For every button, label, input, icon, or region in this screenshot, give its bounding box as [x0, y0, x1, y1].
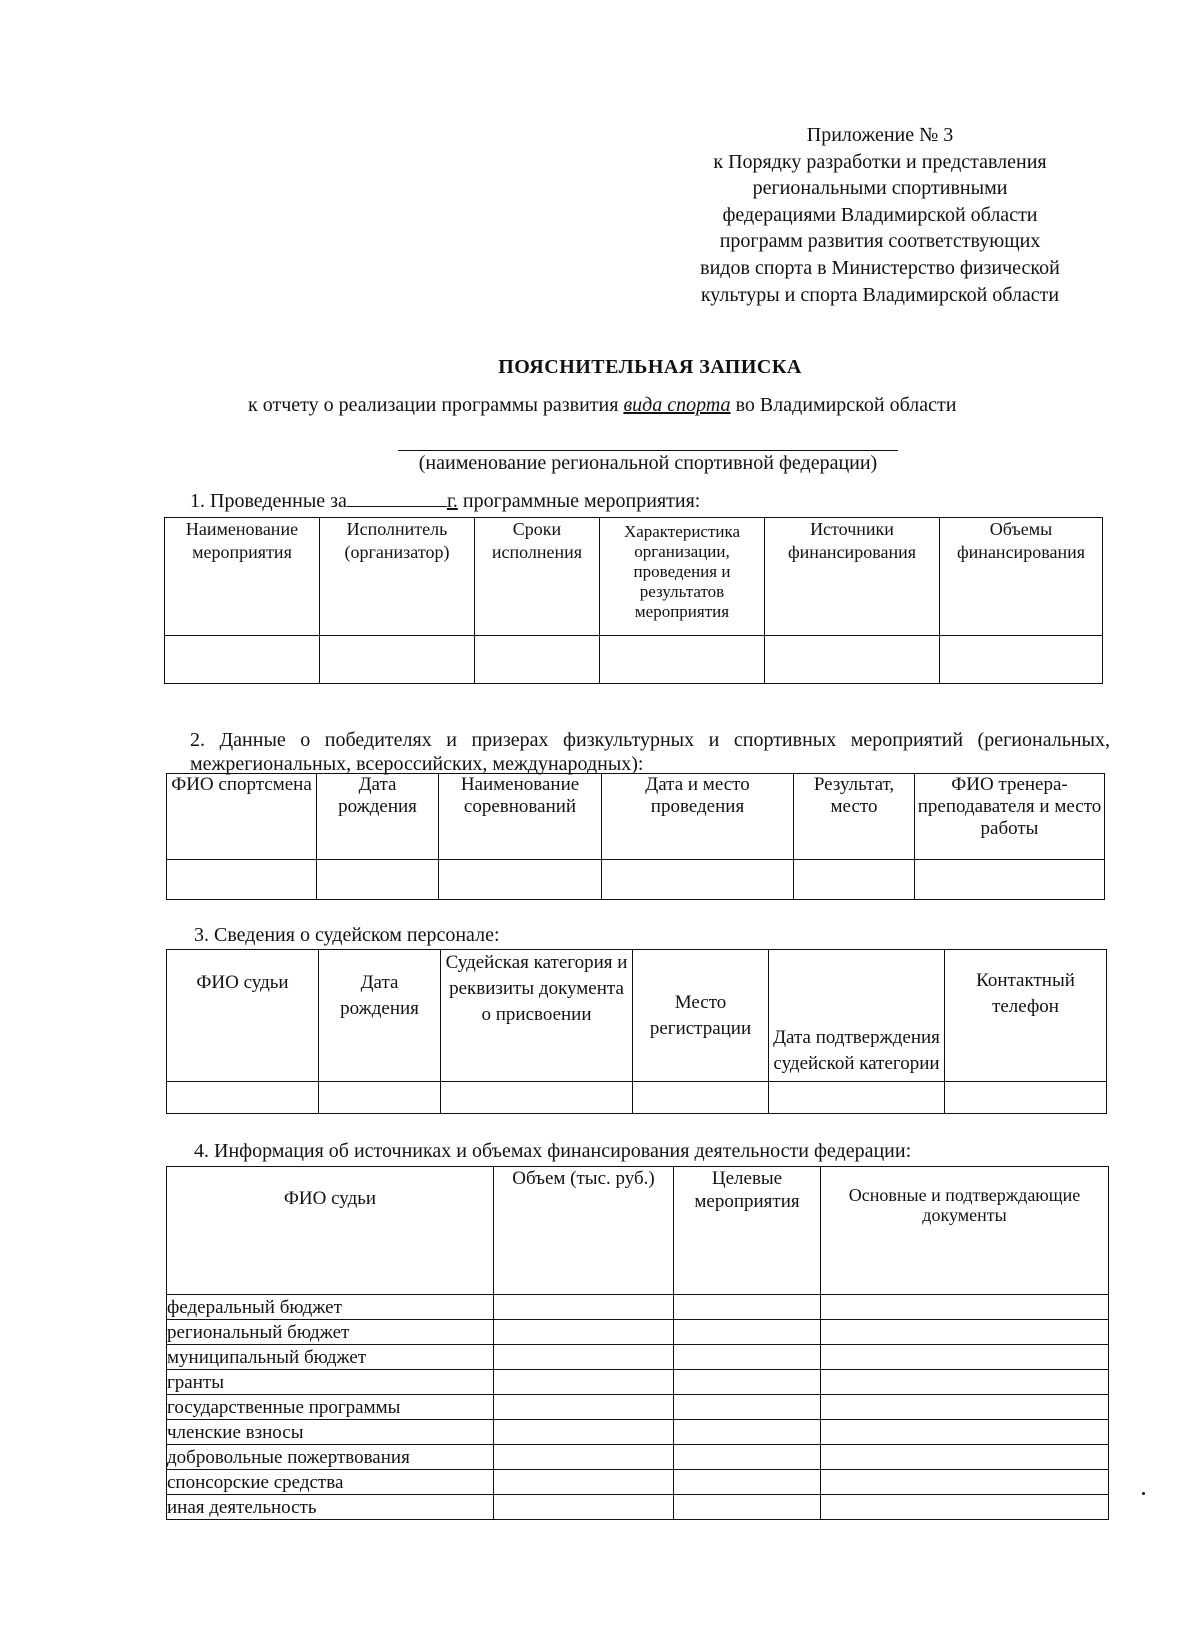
table-cell[interactable] [494, 1445, 674, 1470]
section-1-year-suffix: г. [446, 490, 458, 512]
table-row [167, 1320, 1109, 1345]
winners-header-date-place: Дата и место проведения [602, 774, 794, 860]
financing-source-label: государственные программы [167, 1395, 494, 1420]
table-cell[interactable] [602, 860, 794, 900]
table-cell[interactable] [945, 1082, 1107, 1114]
table-cell[interactable] [821, 1445, 1109, 1470]
appendix-line: видов спорта в Министерство физической [700, 256, 1060, 279]
table-cell[interactable] [633, 1082, 769, 1114]
appendix-header [660, 122, 1100, 308]
events-table [164, 517, 1103, 684]
table-cell[interactable] [319, 1082, 441, 1114]
table-cell[interactable] [439, 860, 602, 900]
table-cell[interactable] [674, 1395, 821, 1420]
winners-table [166, 773, 1105, 900]
table-cell[interactable] [494, 1320, 674, 1345]
financing-source-label: муниципальный бюджет [167, 1345, 494, 1370]
winners-header-competition: Наименование соревнований [439, 774, 602, 860]
table-cell[interactable] [674, 1420, 821, 1445]
document-title: ПОЯСНИТЕЛЬНАЯ ЗАПИСКА [498, 356, 802, 378]
table-cell[interactable] [320, 636, 475, 684]
financing-source-label: региональный бюджет [167, 1320, 494, 1345]
financing-source-label: добровольные пожертвования [167, 1445, 494, 1470]
section-1-heading [190, 490, 700, 513]
table-cell[interactable] [821, 1370, 1109, 1395]
winners-header-coach: ФИО тренера-преподавателя и место работы [915, 774, 1105, 860]
judges-table [166, 949, 1107, 1114]
table-row [167, 1370, 1109, 1395]
judges-header-category: Судейская категория и реквизиты документа о присвоении [441, 950, 633, 1082]
events-header-name: Наименование мероприятия [165, 518, 320, 636]
financing-header-targets: Целевые мероприятия [674, 1167, 821, 1295]
appendix-line: федерациями Владимирской области [722, 203, 1038, 226]
table-row [167, 1470, 1109, 1495]
table-cell[interactable] [494, 1345, 674, 1370]
financing-header-name: ФИО судьи [167, 1167, 494, 1295]
judges-header-birthdate: Дата рождения [319, 950, 441, 1082]
events-header-sources: Источники финансирования [765, 518, 940, 636]
judges-header-confirmation: Дата подтверждения судейской категории [769, 950, 945, 1082]
subtitle-after: во Владимирской области [730, 394, 957, 416]
scan-speck [1142, 1492, 1145, 1495]
financing-source-label: иная деятельность [167, 1495, 494, 1520]
table-cell[interactable] [165, 636, 320, 684]
table-cell[interactable] [494, 1470, 674, 1495]
table-cell[interactable] [167, 1082, 319, 1114]
table-cell[interactable] [167, 860, 317, 900]
financing-header-volume: Объем (тыс. руб.) [494, 1167, 674, 1295]
table-cell[interactable] [674, 1345, 821, 1370]
table-cell[interactable] [674, 1470, 821, 1495]
table-cell[interactable] [821, 1495, 1109, 1520]
appendix-line: региональными спортивными [752, 177, 1008, 200]
events-header-volumes: Объемы финансирования [940, 518, 1103, 636]
table-cell[interactable] [600, 636, 765, 684]
judges-header-name: ФИО судьи [167, 950, 319, 1082]
section-4-heading: 4. Информация об источниках и объемах финансирования деятельности федерации: [194, 1140, 912, 1162]
table-row [167, 1495, 1109, 1520]
subtitle-before: к отчету о реализации программы развития [248, 394, 624, 416]
table-cell[interactable] [494, 1420, 674, 1445]
year-blank [347, 490, 447, 507]
table-cell[interactable] [494, 1495, 674, 1520]
financing-header-documents: Основные и подтверждающие документы [821, 1167, 1109, 1295]
table-row [167, 1445, 1109, 1470]
financing-source-label: гранты [167, 1370, 494, 1395]
federation-caption: (наименование региональной спортивной федерации) [418, 452, 878, 474]
table-row [167, 1420, 1109, 1445]
table-cell[interactable] [821, 1395, 1109, 1420]
table-cell[interactable] [441, 1082, 633, 1114]
table-cell[interactable] [769, 1082, 945, 1114]
table-cell[interactable] [317, 860, 439, 900]
table-cell[interactable] [494, 1395, 674, 1420]
events-header-dates: Сроки исполнения [475, 518, 600, 636]
table-cell[interactable] [494, 1295, 674, 1320]
table-cell[interactable] [794, 860, 915, 900]
section-2-heading: 2. Данные о победителях и призерах физкультурных и спортивных мероприятий (региональных, межрегиональных, всероссийских, международных): [190, 729, 1110, 775]
table-cell[interactable] [475, 636, 600, 684]
winners-header-athlete: ФИО спортсмена [167, 774, 317, 860]
table-cell[interactable] [821, 1420, 1109, 1445]
table-row [167, 860, 1105, 900]
table-cell[interactable] [821, 1320, 1109, 1345]
events-header-executor: Исполнитель (организатор) [320, 518, 475, 636]
table-cell[interactable] [674, 1445, 821, 1470]
section-3-heading: 3. Сведения о судейском персонале: [194, 924, 500, 946]
document-subtitle [248, 394, 956, 417]
table-cell[interactable] [821, 1345, 1109, 1370]
table-cell[interactable] [821, 1470, 1109, 1495]
table-cell[interactable] [915, 860, 1105, 900]
table-cell[interactable] [940, 636, 1103, 684]
section-1-rest: программные мероприятия: [457, 490, 701, 512]
appendix-line: культуры и спорта Владимирской области [700, 283, 1060, 306]
federation-name-line [398, 450, 898, 451]
table-row [167, 1395, 1109, 1420]
table-cell[interactable] [821, 1295, 1109, 1320]
table-row [167, 1345, 1109, 1370]
financing-table [166, 1166, 1109, 1520]
table-cell[interactable] [494, 1370, 674, 1395]
appendix-line: программ развития соответствующих [719, 230, 1041, 253]
judges-header-registration: Место регистрации [633, 950, 769, 1082]
judges-header-phone: Контактный телефон [945, 950, 1107, 1082]
table-row [165, 636, 1103, 684]
table-row [167, 1295, 1109, 1320]
appendix-line: Приложение № 3 [806, 124, 954, 146]
events-header-characteristics: Характеристика организации, проведения и результатов мероприятия [600, 518, 765, 636]
financing-source-label: членские взносы [167, 1420, 494, 1445]
table-cell[interactable] [674, 1370, 821, 1395]
appendix-line: к Порядку разработки и представления [713, 150, 1047, 173]
table-row [167, 1082, 1107, 1114]
winners-header-birthdate: Дата рождения [317, 774, 439, 860]
table-cell[interactable] [674, 1295, 821, 1320]
table-cell[interactable] [674, 1495, 821, 1520]
table-cell[interactable] [765, 636, 940, 684]
table-cell[interactable] [674, 1320, 821, 1345]
section-1-prefix: 1. Проведенные за [190, 490, 347, 512]
winners-header-result: Результат, место [794, 774, 915, 860]
financing-source-label: спонсорские средства [167, 1470, 494, 1495]
subtitle-sport-kind: вида спорта [623, 394, 731, 416]
financing-source-label: федеральный бюджет [167, 1295, 494, 1320]
